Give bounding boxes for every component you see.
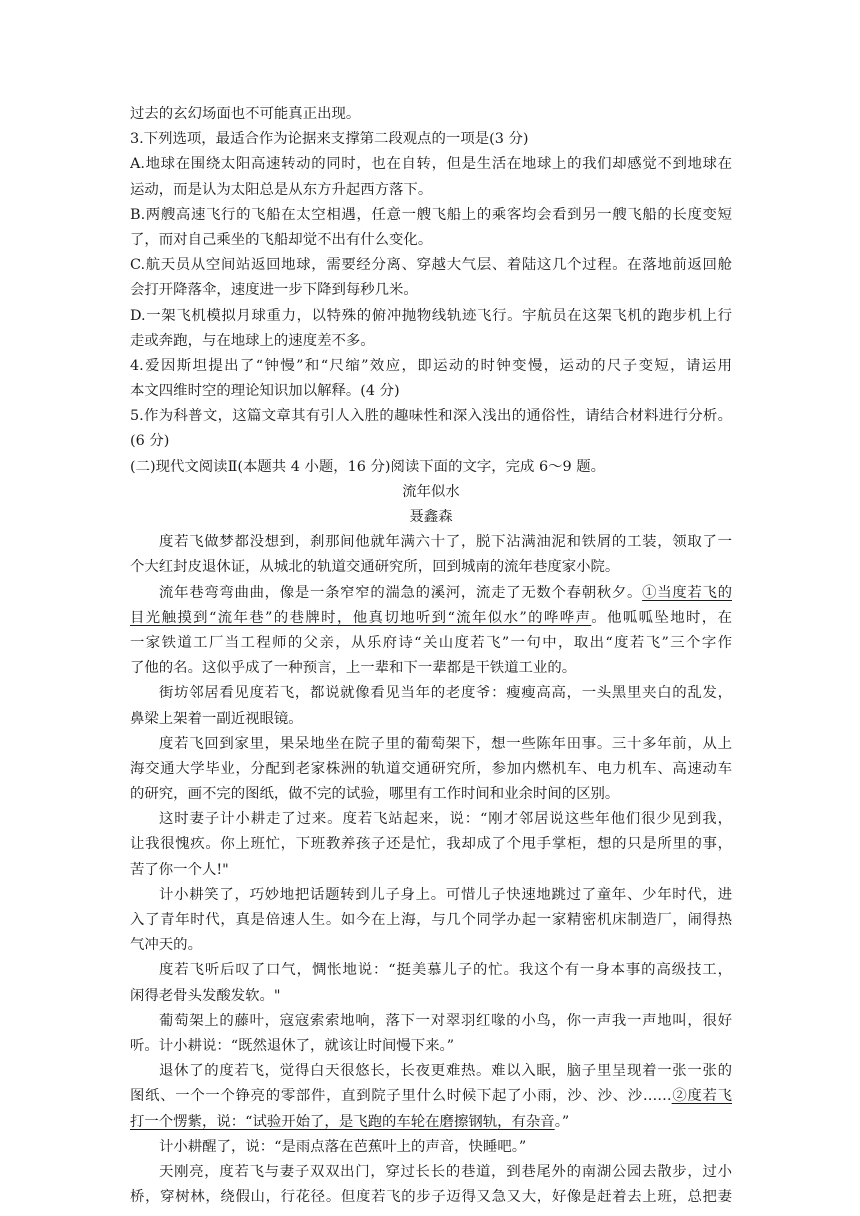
text-span: 。他呱呱坠地时，在 xyxy=(591,609,732,626)
question-5-cont: (6 分) xyxy=(130,433,170,450)
paragraph-line: 度若飞回到家里，果呆地坐在院子里的葡萄架下，想一些陈年田事。三十多年前，从上 xyxy=(159,735,732,752)
paragraph-line: 天刚亮，度若飞与妻子双双出门，穿过长长的巷道，到巷尾外的南湖公园去散步，过小 xyxy=(159,1163,732,1180)
paragraph-line: 鼻梁上架着一副近视眼镜。 xyxy=(130,710,303,727)
paragraph-line xyxy=(130,606,732,631)
paragraph-line: 这时妻子计小耕走了过来。度若飞站起来，说：“刚才邻居说这些年他们很少见到我， xyxy=(159,811,732,828)
paragraph-line: 度若飞听后叹了口气，惆怅地说：“挺美慕儿子的忙。我这个有一身本事的高级技工， xyxy=(159,962,732,979)
paragraph-line: 了他的名。这似乎成了一种预言，上一辈和下一辈都是干铁道工业的。 xyxy=(130,660,577,677)
paragraph-line: 葡萄架上的藤叶，寇寇索索地响，落下一对翠羽红喙的小鸟，你一声我一声地叫，很好 xyxy=(159,1012,732,1029)
option-b-cont: 了，而对自己乘坐的飞船却觉不出有什么变化。 xyxy=(130,231,433,248)
option-b: B.两艘高速飞行的飞船在太空相遇，任意一艘飞船上的乘客均会看到另一艘飞船的长度变短 xyxy=(130,206,732,223)
text-line: 过去的玄幻场面也不可能真正出现。 xyxy=(130,106,361,122)
paragraph-line: 让我很愧疚。你上班忙，下班教养孩子还是忙，我却成了个甩手掌柜，想的只是所里的事， xyxy=(130,836,732,853)
paragraph-line xyxy=(130,1110,732,1135)
option-a: A.地球在围绕太阳高速转动的同时，也在自转，但是生活在地球上的我们却感觉不到地球在 xyxy=(130,156,732,173)
paragraph-line: 听。计小耕说：“既然退休了，就该让时间慢下来。” xyxy=(130,1037,455,1054)
document-page xyxy=(130,102,732,1210)
text-span: 流年巷弯弯曲曲，像是一条窄窄的湍急的溪河，流走了无数个春朝秋夕。 xyxy=(159,584,643,601)
underlined-sentence-1-cont: 目光触摸到“流年巷”的巷牌时，他真切地听到“流年似水”的哗哗声 xyxy=(130,609,592,626)
paragraph-line: 的研究，画不完的图纸，做不完的试验，哪里有工作时间和业余时间的区别。 xyxy=(130,786,620,803)
underlined-sentence-1: ①当度若飞的 xyxy=(642,584,732,601)
question-5: 5.作为科普文，这篇文章其有引人入胜的趣味性和深入浅出的通俗性，请结合材料进行分析。 xyxy=(130,408,732,425)
paragraph-line: 退休了的度若飞，觉得白天很悠长，长夜更难热。难以入眠，脑子里呈现着一张一张的 xyxy=(159,1063,732,1080)
paragraph-line: 度若飞做梦都没想到，刹那间他就年满六十了，脱下沾满油泥和铁屑的工装，领取了一 xyxy=(159,534,732,551)
paragraph-line xyxy=(130,581,732,606)
paragraph-line: 街坊邻居看见度若飞，都说就像看见当年的老度爷：瘦瘦高高，一头黑里夹白的乱发， xyxy=(159,685,732,702)
paragraph-line: 一家铁道工厂当工程师的父亲，从乐府诗“关山度若飞”一句中，取出“度若飞”三个字作 xyxy=(130,634,732,651)
story-title: 流年似水 xyxy=(402,483,460,500)
option-c-cont: 会打开降落伞，速度进一步下降到每秒几米。 xyxy=(130,282,418,299)
text-span: 图纸、一个一个铮亮的零部件，直到院子里什么时候下起了小雨，沙、沙、沙…… xyxy=(130,1088,672,1105)
option-a-cont: 运动，而是认为太阳总是从东方升起西方落下。 xyxy=(130,181,433,198)
question-3: 3.下列选项，最适合作为论据来支撑第二段观点的一项是(3 分) xyxy=(130,131,529,148)
option-d-cont: 走或奔跑，与在地球上的速度差不多。 xyxy=(130,332,375,349)
paragraph-line: 海交通大学毕业，分配到老家株洲的轨道交通研究所，参加内燃机车、电力机车、高速动车 xyxy=(130,760,732,777)
paragraph-line: 计小耕笑了，巧妙地把话题转到儿子身上。可惜儿子快速地跳过了童年、少年时代，进 xyxy=(159,886,732,903)
paragraph-line: 计小耕醒了，说：“是雨点落在芭蕉叶上的声音，快睡吧。” xyxy=(159,1138,527,1155)
story-author: 聂鑫森 xyxy=(409,509,453,525)
paragraph-line: 苦了你一个人!" xyxy=(130,861,229,878)
paragraph-line: 个大红封皮退休证，从城北的轨道交通研究所，回到城南的流年巷度家小院。 xyxy=(130,559,620,576)
paragraph-line: 入了青年时代，真是倍速人生。如今在上海，与几个同学办起一家精密机床制造厂，闹得热 xyxy=(130,912,732,928)
text-span: 。” xyxy=(554,1113,570,1130)
paragraph-line: 桥，穿树林，绕假山，行花径。但度若飞的步子迈得又急又大，好像是赶着去上班，总把妻 xyxy=(130,1189,732,1206)
option-c: C.航天员从空间站返回地球，需要经分离、穿越大气层、着陆这几个过程。在落地前返回舱 xyxy=(130,257,732,274)
question-4: 4.爱因斯坦提出了“钟慢”和“尺缩”效应，即运动的时钟变慢，运动的尺子变短，请运用 xyxy=(130,357,732,374)
section-heading: (二)现代文阅读Ⅱ(本题共 4 小题，16 分)阅读下面的文字，完成 6～9 题。 xyxy=(130,458,606,475)
paragraph-line xyxy=(130,1084,732,1109)
underlined-sentence-2: ②度若飞 xyxy=(671,1088,732,1105)
option-d: D.一架飞机模拟月球重力，以特殊的俯冲抛物线轨迹飞行。宇航员在这架飞机的跑步机上行 xyxy=(130,307,732,324)
paragraph-line: 闲得老骨头发酸发软。" xyxy=(130,987,281,1004)
paragraph-line: 气冲天的。 xyxy=(130,937,202,954)
underlined-sentence-2-cont: 打一个愣紫，说：“试验开始了，是飞跑的车轮在磨擦钢轨，有杂音 xyxy=(130,1113,555,1130)
question-4-cont: 本文四维时空的理论知识加以解释。(4 分) xyxy=(130,383,400,400)
